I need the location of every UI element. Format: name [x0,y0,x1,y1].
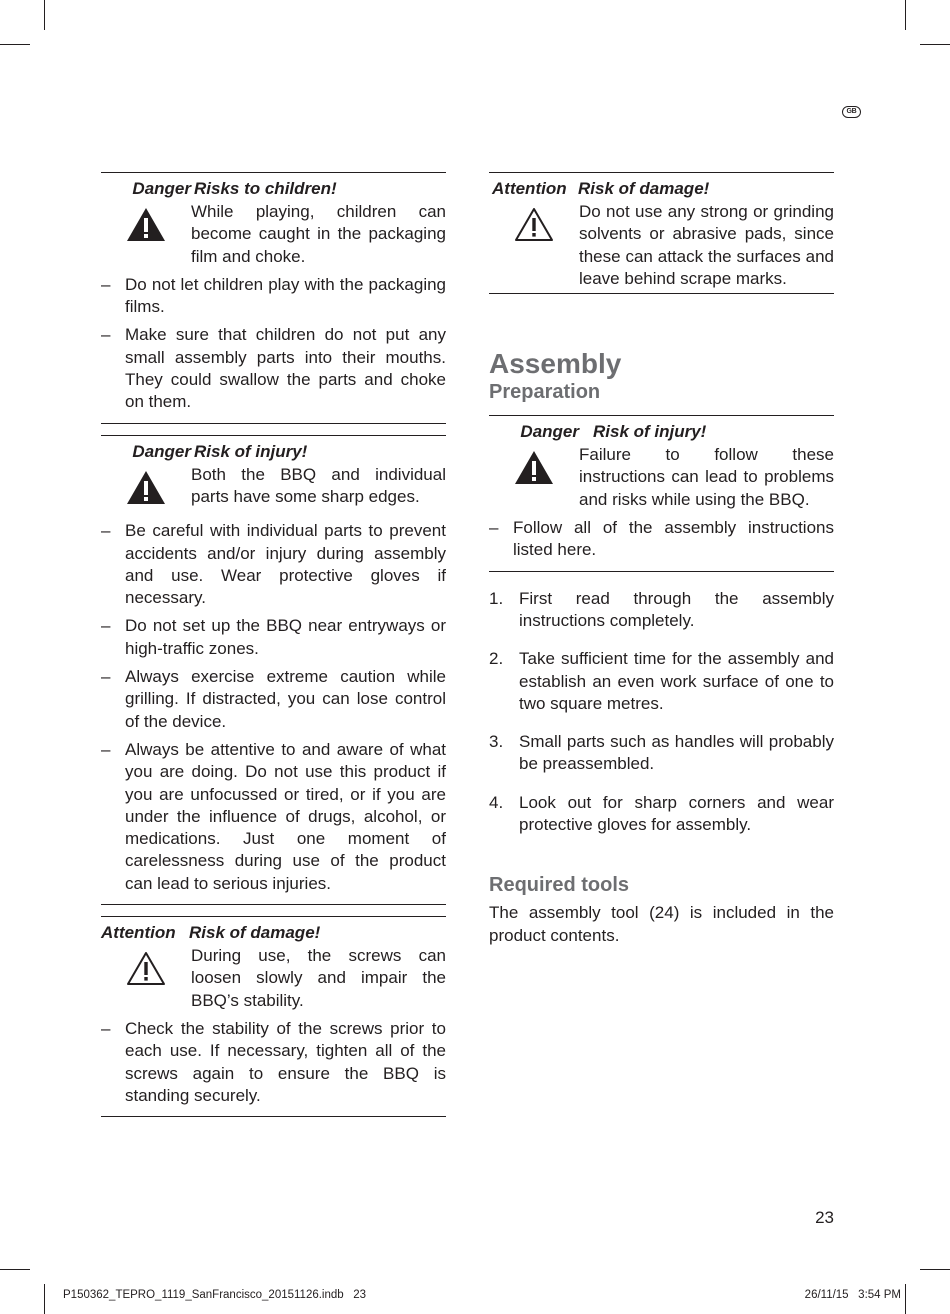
list-item-text: Do not let children play with the packaging films. [125,274,446,317]
step-item [489,792,834,837]
list-item-text: Always be attentive to and aware of what you are doing. Do not use this product if you are unfocussed or tired, or if you are under the influence of drugs, alcohol, or medications. Just one moment of carelessness during use of the product can lead to serious injuries. [125,739,446,893]
dash-bullet: – [101,616,111,636]
step-item [489,588,834,633]
step-text: Take sufficient time for the assembly and establish an even work surface of one to two square metres. [519,649,834,713]
warning-text: Both the BBQ and individual parts have some sharp edges. [191,464,446,506]
step-text: Small parts such as handles will probably be preassembled. [519,732,834,774]
dash-bullet: – [101,1018,111,1038]
crop-mark [44,0,45,30]
notice-title: Risk of injury! [593,422,707,442]
safety-notice-injury [489,415,834,571]
dash-bullet: – [101,521,111,541]
list-item [101,520,446,609]
signal-word: Attention [492,179,567,198]
subsection-title: Required tools [489,874,630,897]
warning-text: During use, the screws can loosen slowly and impair the BBQ’s stability. [191,946,446,1010]
list-item [101,324,446,413]
notice-body [101,464,446,509]
dash-bullet: – [101,667,111,687]
list-item-text: Be careful with individual parts to prevent accidents and/or injury during assembly and use. Wear protective gloves if necessary. [125,521,446,608]
warning-text: Do not use any strong or grinding solvents or abrasive pads, since these can attack the surfaces and leave behind scrape marks. [579,202,834,288]
dash-bullet: – [101,739,111,759]
list-item [101,1018,446,1107]
step-number: 4. [489,792,504,812]
warning-text: Failure to follow these instructions can lead to problems and risks while using the BBQ. [579,445,834,509]
crop-mark [905,1284,906,1314]
dash-bullet: – [489,518,499,538]
crop-mark [0,44,30,45]
safety-notice-injury [101,435,446,905]
danger-warning-triangle-icon [101,464,191,509]
notice-body [489,444,834,511]
notice-header [101,922,446,944]
left-column [101,172,446,1117]
step-number: 2. [489,649,504,669]
list-item-text: Do not set up the BBQ near entryways or high-traffic zones. [125,616,446,658]
signal-word: Danger [520,422,579,442]
crop-mark [0,1269,30,1270]
safety-notice-damage [101,916,446,1117]
page-number: 23 [815,1208,834,1227]
safety-notice-children [101,172,446,424]
step-number: 1. [489,588,504,608]
step-item [489,648,834,715]
crop-mark [44,1284,45,1314]
notice-title: Risks to children! [194,179,337,198]
instruction-list [101,1018,446,1107]
crop-mark [920,1269,950,1270]
list-item [101,615,446,660]
subsection-title: Preparation [489,381,601,404]
tools-text: The assembly tool (24) is included in the product contents. [489,903,834,945]
notice-title: Risk of injury! [194,441,308,461]
step-item [489,731,834,776]
list-item-text: Check the stability of the screws prior to each use. If necessary, tighten all of the screws again to ensure the BBQ is standing securely. [125,1018,446,1105]
instruction-list [101,274,446,414]
list-item [101,274,446,319]
section-title: Assembly [489,348,622,380]
notice-header [101,441,446,463]
notice-header [101,178,446,200]
language-badge: GB [842,106,861,118]
list-item [489,517,834,562]
dash-bullet: – [101,325,111,345]
signal-word: Danger [132,179,191,198]
notice-body [101,201,446,268]
notice-body [101,945,446,1012]
attention-warning-triangle-icon [101,945,191,1012]
danger-warning-triangle-icon [489,444,579,511]
list-item-text: Follow all of the assembly instructions listed here. [513,518,834,560]
footer-file-name: P150362_TEPRO_1119_SanFrancisco_20151126.indb 23 [63,1289,367,1301]
danger-warning-triangle-icon [101,201,191,268]
footer-timestamp: 26/11/15 3:54 PM [804,1289,901,1301]
list-item-text: Always exercise extreme caution while grilling. If distracted, you can lose control of the device. [125,667,446,731]
attention-warning-triangle-icon [489,201,579,290]
list-item-text: Make sure that children do not put any small assembly parts into their mouths. They could swallow the parts and choke on them. [125,325,446,412]
instruction-list [101,520,446,895]
signal-word: Danger [132,441,191,461]
crop-mark [920,44,950,45]
safety-notice-damage [489,172,834,294]
instruction-list [489,517,834,562]
notice-title: Risk of damage! [189,923,321,943]
list-item [101,666,446,733]
step-text: First read through the assembly instructions completely. [519,588,834,630]
notice-body [489,201,834,290]
dash-bullet: – [101,274,111,294]
right-column [489,172,834,947]
signal-word: Attention [101,923,176,943]
notice-header [489,178,834,200]
notice-title: Risk of damage! [578,179,710,198]
step-number: 3. [489,732,504,752]
crop-mark [905,0,906,30]
notice-header [489,421,834,443]
list-item [101,739,446,895]
step-text: Look out for sharp corners and wear protective gloves for assembly. [519,792,834,835]
assembly-steps [489,588,834,837]
warning-text: While playing, children can become caught in the packaging film and choke. [191,202,446,266]
